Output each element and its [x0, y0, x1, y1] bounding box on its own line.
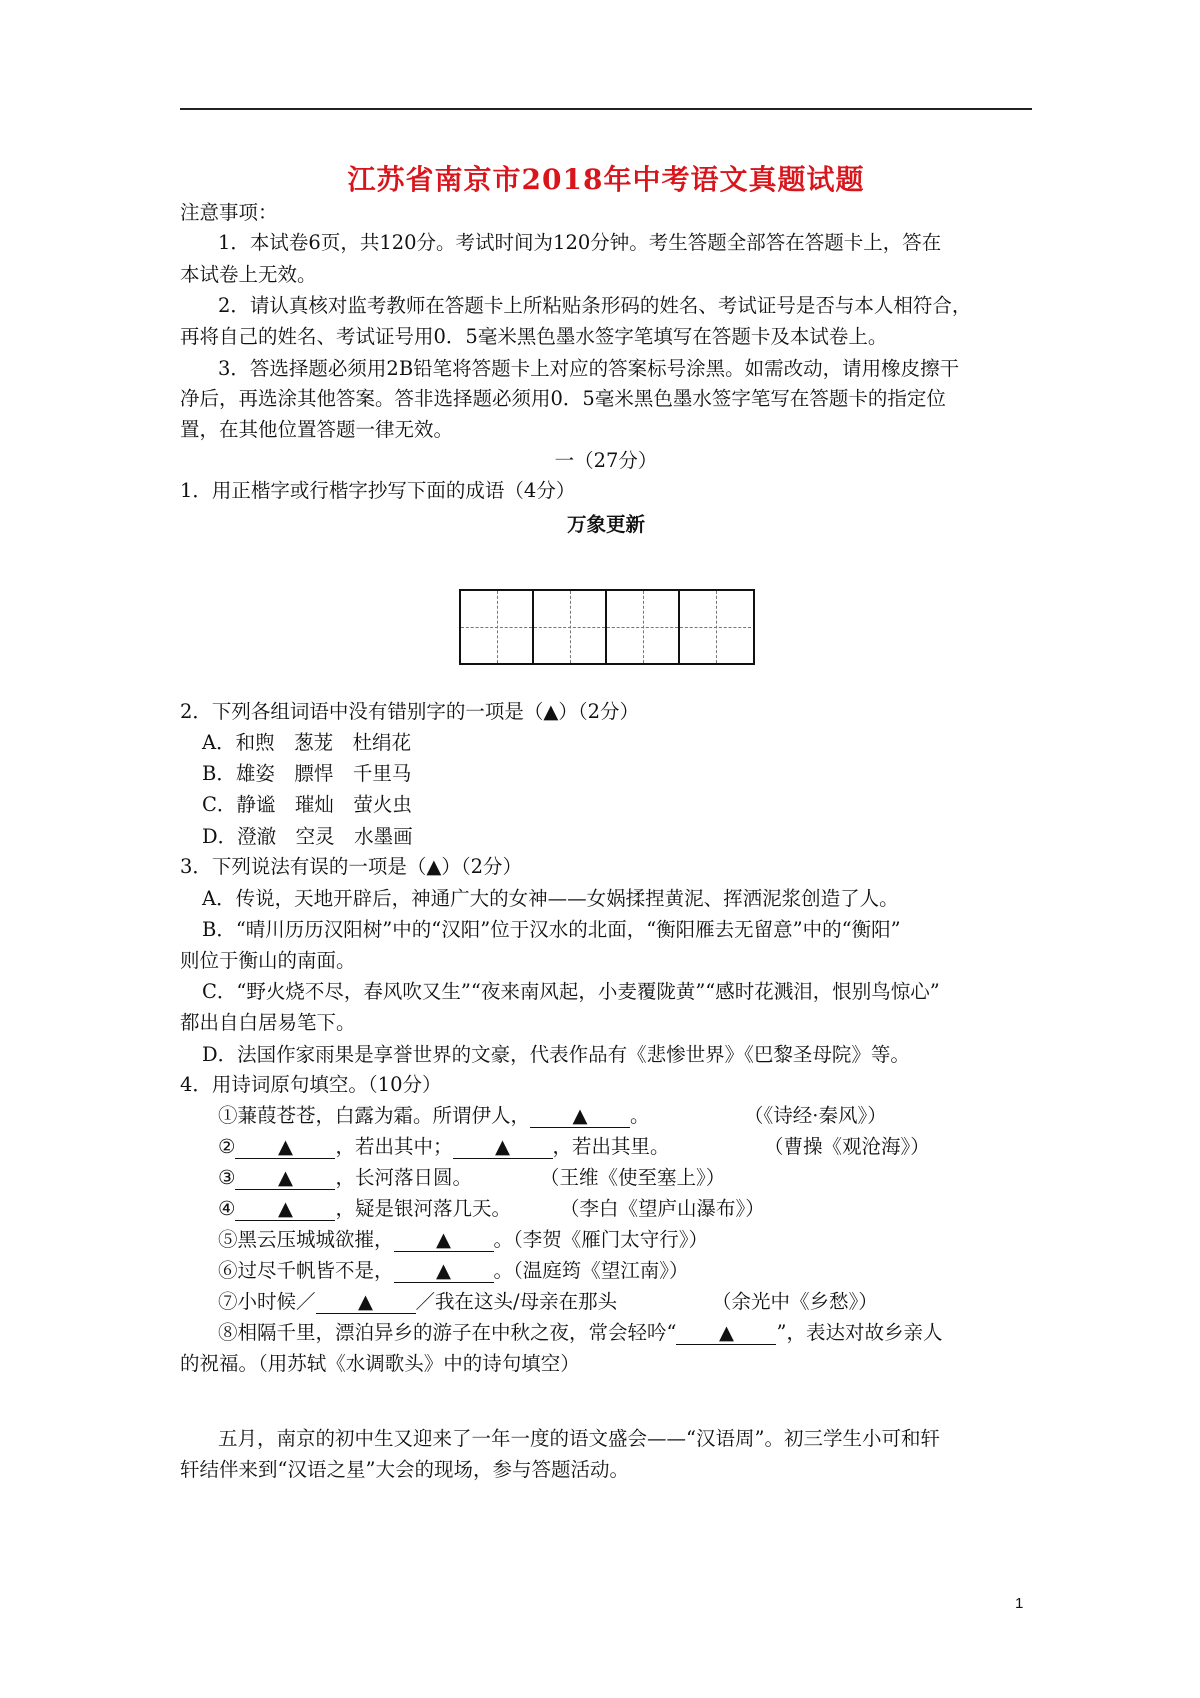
source: （曹操《观沧海》）	[764, 1135, 930, 1158]
grid-cell[interactable]	[607, 591, 680, 663]
passage-line: 五月，南京的初中生又迎来了一年一度的语文盛会——“汉语周”。初三学生小可和轩	[218, 1427, 940, 1450]
writing-grid[interactable]	[459, 589, 755, 665]
poem-item-5: ⑤黑云压城城欲摧， ▲ 。（李贺《雁门太守行》）	[218, 1228, 709, 1251]
section-heading: 一（27分）	[554, 449, 658, 472]
option: B．雄姿 膘悍 千里马	[202, 762, 412, 785]
answer-blank[interactable]: ▲	[394, 1229, 494, 1252]
notice-line: 再将自己的姓名、考试证号用0．5毫米黑色墨水签字笔填写在答题卡及本试卷上。	[180, 325, 888, 348]
option: C．“野火烧不尽，春风吹又生”“夜来南风起，小麦覆陇黄”“感时花溅泪，恨别鸟惊心”	[202, 980, 940, 1003]
question-2: 2．下列各组词语中没有错别字的一项是（▲）（2分）	[180, 700, 640, 723]
poem-item-6: ⑥过尽千帆皆不是， ▲ 。（温庭筠《望江南》）	[218, 1259, 689, 1282]
question-1: 1．用正楷字或行楷字抄写下面的成语（4分）	[180, 479, 576, 502]
notice-line: 本试卷上无效。	[180, 263, 317, 286]
answer-blank[interactable]: ▲	[316, 1291, 416, 1314]
answer-blank[interactable]: ▲	[235, 1167, 335, 1190]
notice-line: 置，在其他位置答题一律无效。	[180, 418, 454, 441]
poem-item-4: ④ ▲ ，疑是银河落几天。	[218, 1197, 511, 1220]
source: （李白《望庐山瀑布》）	[560, 1197, 765, 1220]
grid-cell[interactable]	[534, 591, 607, 663]
notice-line: 3．答选择题必须用2B铅笔将答题卡上对应的答案标号涂黑。如需改动，请用橡皮擦干	[218, 357, 960, 380]
option-cont: 则位于衡山的南面。	[180, 949, 356, 972]
page-number: 1	[1015, 1595, 1024, 1612]
source: （《诗经·秦风》）	[744, 1104, 887, 1127]
notice-line: 1．本试卷6页，共120分。考试时间为120分钟。考生答题全部答在答题卡上，答在	[218, 231, 942, 254]
notice-line: 2．请认真核对监考教师在答题卡上所粘贴条形码的姓名、考试证号是否与本人相符合，	[218, 294, 972, 317]
grid-cell[interactable]	[461, 591, 534, 663]
option: C．静谧 璀灿 萤火虫	[202, 793, 412, 816]
answer-blank[interactable]: ▲	[676, 1322, 776, 1345]
grid-cell[interactable]	[680, 591, 753, 663]
source: （王维《使至塞上》）	[540, 1166, 726, 1189]
option: A．和煦 葱茏 杜绢花	[202, 731, 412, 754]
poem-item-3: ③ ▲ ，长河落日圆。	[218, 1166, 472, 1189]
poem-item-1: ①蒹葭苍苍，白露为霜。所谓伊人， ▲ 。	[218, 1104, 650, 1127]
option: B．“晴川历历汉阳树”中的“汉阳”位于汉水的北面，“衡阳雁去无留意”中的“衡阳”	[202, 918, 901, 941]
option: D．澄澈 空灵 水墨画	[202, 825, 413, 848]
header-rule	[180, 108, 1032, 110]
page-title: 江苏省南京市2018年中考语文真题试题	[347, 163, 865, 196]
notice-line: 净后，再选涂其他答案。答非选择题必须用0．5毫米黑色墨水签字笔写在答题卡的指定位	[180, 387, 946, 410]
option: A．传说，天地开辟后，神通广大的女神——女娲揉捏黄泥、挥洒泥浆创造了人。	[202, 887, 899, 910]
passage-line: 轩结伴来到“汉语之星”大会的现场，参与答题活动。	[180, 1458, 629, 1481]
answer-blank[interactable]: ▲	[394, 1260, 494, 1283]
option: D．法国作家雨果是享誉世界的文豪，代表作品有《悲惨世界》《巴黎圣母院》等。	[202, 1043, 910, 1066]
idiom: 万象更新	[566, 513, 645, 536]
answer-blank[interactable]: ▲	[453, 1136, 553, 1159]
poem-item-7: ⑦小时候／ ▲ ／我在这头/母亲在那头	[218, 1290, 618, 1313]
answer-blank[interactable]: ▲	[530, 1105, 630, 1128]
poem-item-2: ② ▲ ，若出其中； ▲ ，若出其里。	[218, 1135, 670, 1158]
source: （余光中《乡愁》）	[712, 1290, 878, 1313]
notice-heading: 注意事项：	[180, 201, 278, 224]
option-cont: 都出自白居易笔下。	[180, 1011, 356, 1034]
question-4: 4．用诗词原句填空。（10分）	[180, 1073, 442, 1096]
question-3: 3．下列说法有误的一项是（▲）（2分）	[180, 855, 523, 878]
poem-item-8: ⑧相隔千里，漂泊异乡的游子在中秋之夜，常会轻吟“ ▲ ”，表达对故乡亲人	[218, 1321, 943, 1344]
answer-blank[interactable]: ▲	[235, 1198, 335, 1221]
answer-blank[interactable]: ▲	[235, 1136, 335, 1159]
poem-item-8-cont: 的祝福。（用苏轼《水调歌头》中的诗句填空）	[180, 1352, 580, 1375]
